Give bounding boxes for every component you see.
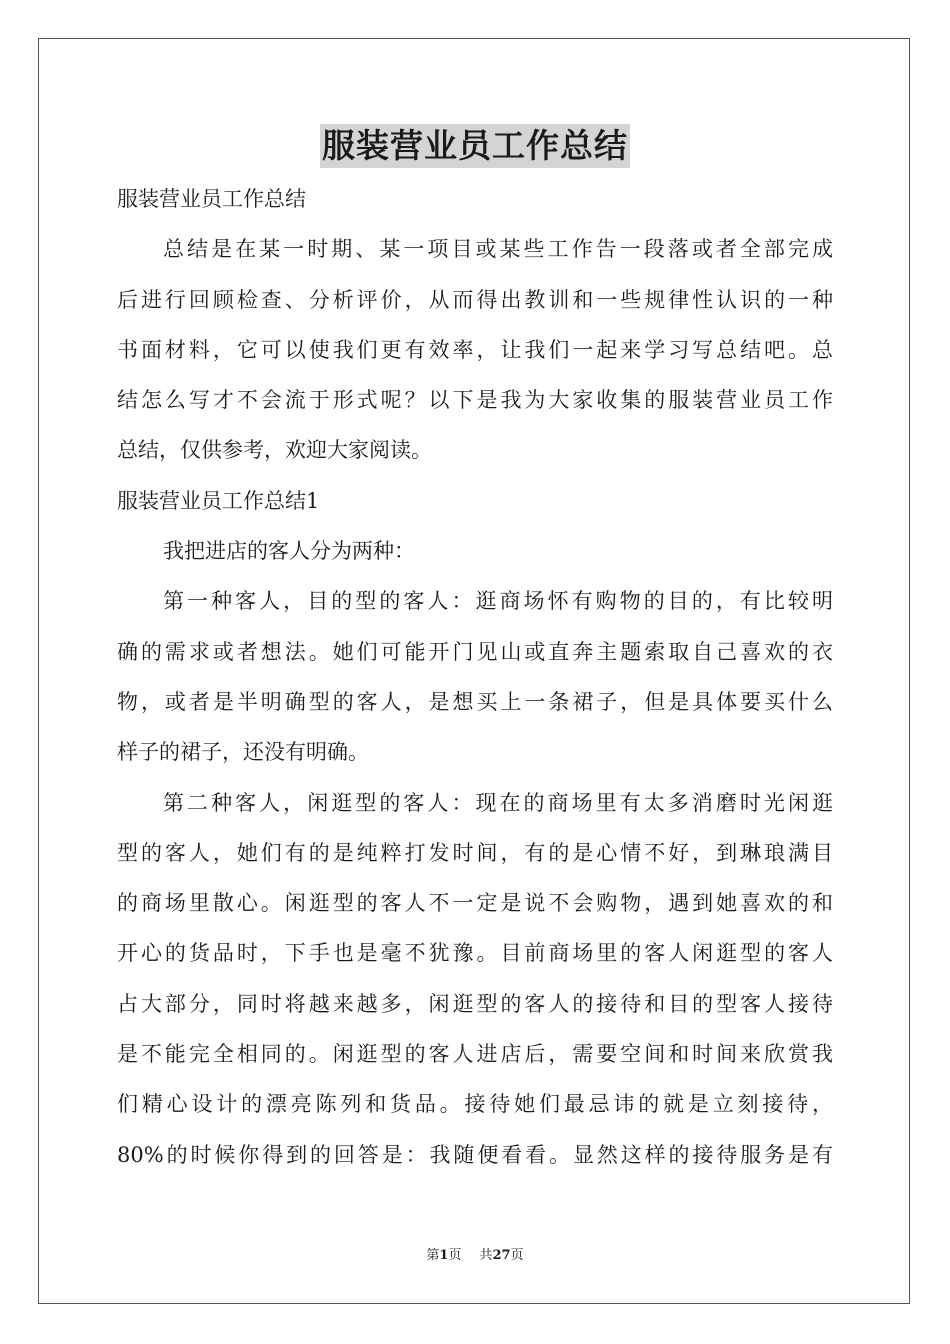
body-line: 第一种客人，目的型的客人：逛商场怀有购物的目的，有比较明: [163, 589, 833, 614]
body-line: 型的客人，她们有的是纯粹打发时间，有的是心情不好，到琳琅满目: [117, 840, 833, 865]
body-line: 第二种客人，闲逛型的客人：现在的商场里有太多消磨时光闲逛: [163, 790, 833, 815]
section-heading: 服装营业员工作总结1: [117, 488, 320, 513]
body-line: 开心的货品时，下手也是毫不犹豫。目前商场里的客人闲逛型的客人: [117, 941, 833, 966]
body-line: 是不能完全相同的。闲逛型的客人进店后，需要空间和时间来欣赏我: [117, 1042, 833, 1067]
body-line: 80%的时候你得到的回答是：我随便看看。显然这样的接待服务是有: [117, 1142, 833, 1167]
body-line: 我把进店的客人分为两种：: [163, 539, 415, 564]
body-line: 们精心设计的漂亮陈列和货品。接待她们最忌讳的就是立刻接待，: [117, 1092, 833, 1117]
document-title-wrapper: [0, 124, 950, 168]
page-number-suffix: 页: [448, 1248, 462, 1263]
body-line: 后进行回顾检查、分析评价，从而得出教训和一些规律性认识的一种: [117, 287, 833, 312]
body-line: 样子的裙子，还没有明确。: [117, 740, 369, 765]
body-line: 服装营业员工作总结: [117, 187, 306, 211]
body-line: 的商场里散心。闲逛型的客人不一定是说不会购物，遇到她喜欢的和: [117, 891, 833, 916]
body-line: 占大部分，同时将越来越多，闲逛型的客人的接待和目的型客人接待: [117, 991, 833, 1016]
page-number-current: 1: [439, 1248, 449, 1263]
page-total-prefix: 共: [479, 1248, 493, 1263]
page-number-prefix: 第: [426, 1248, 440, 1263]
page-total-suffix: 页: [510, 1248, 524, 1263]
body-line: 物，或者是半明确型的客人，是想买上一条裙子，但是具体要买什么: [117, 689, 833, 714]
document-body: [117, 174, 833, 1180]
body-line: 书面材料，它可以使我们更有效率，让我们一起来学习写总结吧。总: [117, 337, 833, 362]
body-line: 确的需求或者想法。她们可能开门见山或直奔主题索取自己喜欢的衣: [117, 639, 833, 664]
body-line: 结怎么写才不会流于形式呢？以下是我为大家收集的服装营业员工作: [117, 388, 833, 413]
body-line: 总结是在某一时期、某一项目或某些工作告一段落或者全部完成: [163, 237, 833, 262]
page-total-count: 27: [492, 1248, 511, 1263]
document-title: 服装营业员工作总结: [320, 124, 630, 168]
body-line: 总结，仅供参考，欢迎大家阅读。: [117, 438, 432, 463]
page-footer: [0, 1246, 950, 1266]
